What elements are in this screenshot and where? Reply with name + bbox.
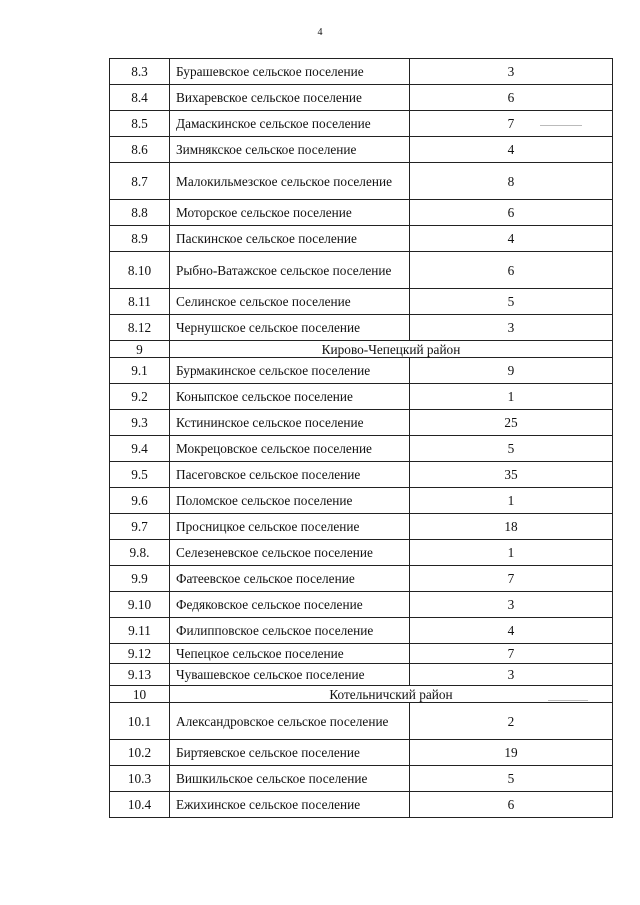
- settlement-name: Поломское сельское поселение: [170, 488, 410, 514]
- row-value: 19: [410, 740, 613, 766]
- row-number: 8.9: [110, 226, 170, 252]
- settlement-name: Просницкое сельское поселение: [170, 514, 410, 540]
- table-row: [110, 315, 613, 341]
- table-row: [110, 226, 613, 252]
- row-number: 8.3: [110, 59, 170, 85]
- settlement-name: Чепецкое сельское поселение: [170, 644, 410, 664]
- row-value: 1: [410, 384, 613, 410]
- table-row: [110, 358, 613, 384]
- row-number: 10.2: [110, 740, 170, 766]
- settlement-name: Бурашевское сельское поселение: [170, 59, 410, 85]
- settlement-name: Ежихинское сельское поселение: [170, 792, 410, 818]
- row-value: 4: [410, 226, 613, 252]
- row-value: 35: [410, 462, 613, 488]
- row-number: 9.1: [110, 358, 170, 384]
- table-row: [110, 137, 613, 163]
- settlement-name: Филипповское сельское поселение: [170, 618, 410, 644]
- districts-table: [109, 58, 613, 818]
- row-number: 8.7: [110, 163, 170, 200]
- row-number: 9.10: [110, 592, 170, 618]
- settlement-name: Моторское сельское поселение: [170, 200, 410, 226]
- row-number: 8.10: [110, 252, 170, 289]
- table-row: [110, 384, 613, 410]
- row-number: 9.7: [110, 514, 170, 540]
- district-header-row: [110, 686, 613, 703]
- row-value: 6: [410, 200, 613, 226]
- row-number: 8.12: [110, 315, 170, 341]
- settlement-name: Бурмакинское сельское поселение: [170, 358, 410, 384]
- table-row: [110, 566, 613, 592]
- page-number: 4: [317, 27, 323, 38]
- row-value: 3: [410, 59, 613, 85]
- row-number: 9.3: [110, 410, 170, 436]
- settlement-name: Малокильмезское сельское поселение: [170, 163, 410, 200]
- settlement-name: Вишкильское сельское поселение: [170, 766, 410, 792]
- settlement-name: Чернушское сельское поселение: [170, 315, 410, 341]
- settlement-name: Селезеневское сельское поселение: [170, 540, 410, 566]
- row-number: 8.6: [110, 137, 170, 163]
- row-number: 8.4: [110, 85, 170, 111]
- row-number: 9.6: [110, 488, 170, 514]
- row-value: 3: [410, 664, 613, 686]
- row-value: 18: [410, 514, 613, 540]
- table-row: [110, 766, 613, 792]
- settlement-name: Мокрецовское сельское поселение: [170, 436, 410, 462]
- settlement-name: Александровское сельское поселение: [170, 703, 410, 740]
- section-number: 10: [110, 686, 170, 703]
- table-row: [110, 664, 613, 686]
- row-number: 9.8.: [110, 540, 170, 566]
- table-row: [110, 644, 613, 664]
- section-number: 9: [110, 341, 170, 358]
- table-row: [110, 592, 613, 618]
- table-row: [110, 540, 613, 566]
- row-value: 3: [410, 315, 613, 341]
- settlement-name: Биртяевское сельское поселение: [170, 740, 410, 766]
- settlement-name: Пасеговское сельское поселение: [170, 462, 410, 488]
- table-row: [110, 740, 613, 766]
- row-number: 8.5: [110, 111, 170, 137]
- table-row: [110, 111, 613, 137]
- row-value: 25: [410, 410, 613, 436]
- district-name: Котельничский район: [170, 686, 613, 703]
- row-number: 8.8: [110, 200, 170, 226]
- settlement-name: Фатеевское сельское поселение: [170, 566, 410, 592]
- settlement-name: Чувашевское сельское поселение: [170, 664, 410, 686]
- table-row: [110, 59, 613, 85]
- row-value: 3: [410, 592, 613, 618]
- table-row: [110, 289, 613, 315]
- table-row: [110, 618, 613, 644]
- row-number: 9.11: [110, 618, 170, 644]
- settlement-name: Зимнякское сельское поселение: [170, 137, 410, 163]
- row-number: 9.9: [110, 566, 170, 592]
- row-value: 4: [410, 137, 613, 163]
- table-row: [110, 488, 613, 514]
- table-row: [110, 703, 613, 740]
- district-name: Кирово-Чепецкий район: [170, 341, 613, 358]
- row-value: 6: [410, 85, 613, 111]
- row-value: 5: [410, 289, 613, 315]
- row-number: 9.4: [110, 436, 170, 462]
- settlement-name: Федяковское сельское поселение: [170, 592, 410, 618]
- row-value: 5: [410, 766, 613, 792]
- table-row: [110, 410, 613, 436]
- row-number: 9.2: [110, 384, 170, 410]
- table-row: [110, 436, 613, 462]
- settlement-name: Дамаскинское сельское поселение: [170, 111, 410, 137]
- settlement-name: Селинское сельское поселение: [170, 289, 410, 315]
- row-value: 7: [410, 644, 613, 664]
- row-number: 9.5: [110, 462, 170, 488]
- settlement-name: Вихаревское сельское поселение: [170, 85, 410, 111]
- row-value: 2: [410, 703, 613, 740]
- table-row: [110, 163, 613, 200]
- row-number: 10.3: [110, 766, 170, 792]
- settlement-name: Коныпское сельское поселение: [170, 384, 410, 410]
- row-value: 7: [410, 111, 613, 137]
- district-header-row: [110, 341, 613, 358]
- row-number: 10.1: [110, 703, 170, 740]
- settlement-name: Рыбно-Ватажское сельское поселение: [170, 252, 410, 289]
- table-row: [110, 85, 613, 111]
- row-value: 6: [410, 252, 613, 289]
- row-value: 4: [410, 618, 613, 644]
- row-value: 9: [410, 358, 613, 384]
- row-value: 5: [410, 436, 613, 462]
- table-row: [110, 252, 613, 289]
- row-value: 1: [410, 540, 613, 566]
- table-row: [110, 462, 613, 488]
- table-row: [110, 200, 613, 226]
- row-number: 8.11: [110, 289, 170, 315]
- row-value: 7: [410, 566, 613, 592]
- settlement-name: Кстининское сельское поселение: [170, 410, 410, 436]
- row-number: 10.4: [110, 792, 170, 818]
- row-value: 8: [410, 163, 613, 200]
- table-row: [110, 514, 613, 540]
- row-number: 9.12: [110, 644, 170, 664]
- row-number: 9.13: [110, 664, 170, 686]
- row-value: 1: [410, 488, 613, 514]
- row-value: 6: [410, 792, 613, 818]
- settlement-name: Паскинское сельское поселение: [170, 226, 410, 252]
- table-row: [110, 792, 613, 818]
